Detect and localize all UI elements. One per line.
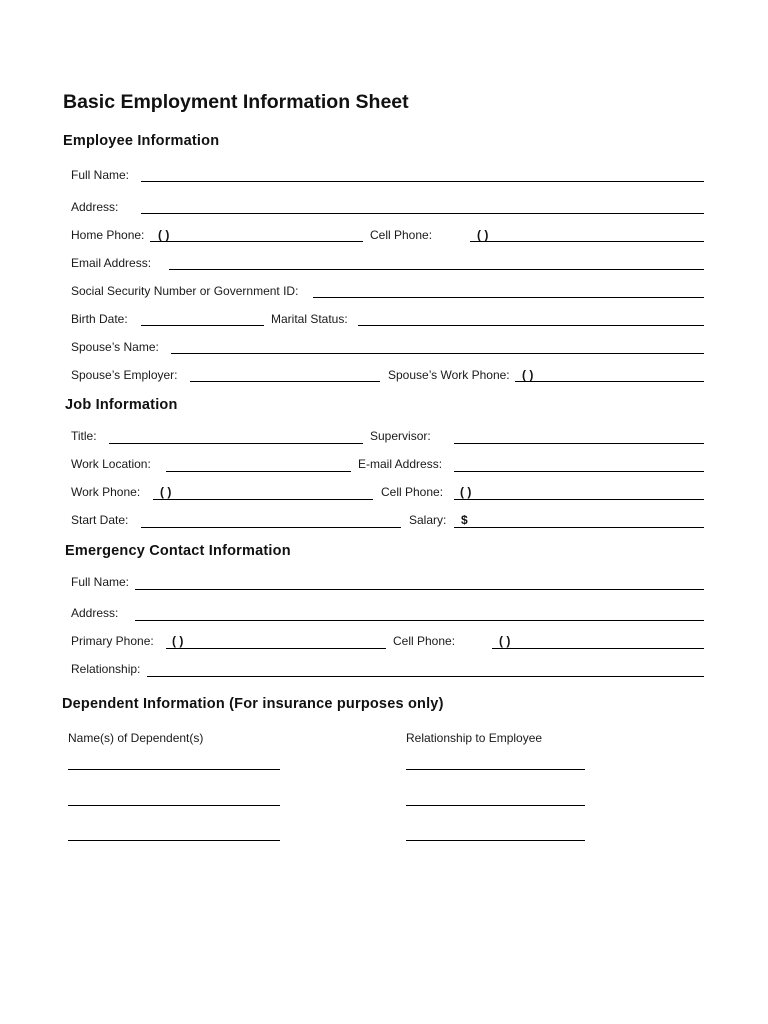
job-section-heading: Job Information [65,397,178,413]
dependent-section-heading: Dependent Information (For insurance purposes only) [62,696,444,712]
emergency-address-field[interactable] [135,620,704,621]
emergency-section-heading: Emergency Contact Information [65,543,291,559]
home-phone-label: Home Phone: [71,228,145,242]
page-title: Basic Employment Information Sheet [63,91,409,113]
dependent-names-column-label: Name(s) of Dependent(s) [68,731,204,745]
primary-phone-field[interactable] [166,648,386,649]
birth-date-label: Birth Date: [71,312,128,326]
dependent-name-field-3[interactable] [68,840,280,841]
spouse-work-phone-field[interactable] [515,381,704,382]
salary-label: Salary: [409,513,447,527]
salary-dollar-sign: $ [461,513,468,527]
employee-full-name-label: Full Name: [71,168,130,182]
job-title-label: Title: [71,429,97,443]
spouse-work-phone-area-code: ( ) [522,368,534,382]
dependent-name-field-1[interactable] [68,769,280,770]
dependent-name-field-2[interactable] [68,805,280,806]
marital-status-field[interactable] [358,325,704,326]
job-email-field[interactable] [454,471,704,472]
employee-full-name-field[interactable] [141,181,704,182]
employee-section-heading: Employee Information [63,133,220,149]
emergency-full-name-label: Full Name: [71,575,130,589]
home-phone-field[interactable] [150,241,363,242]
primary-phone-area-code: ( ) [172,634,184,648]
emergency-cell-phone-field[interactable] [492,648,704,649]
start-date-field[interactable] [141,527,401,528]
work-phone-field[interactable] [153,499,373,500]
work-phone-label: Work Phone: [71,485,141,499]
ssn-field[interactable] [313,297,704,298]
primary-phone-label: Primary Phone: [71,634,154,648]
job-cell-phone-field[interactable] [454,499,704,500]
salary-field[interactable] [454,527,704,528]
home-phone-area-code: ( ) [158,228,170,242]
employee-cell-phone-label: Cell Phone: [370,228,433,242]
emergency-address-label: Address: [71,606,119,620]
spouse-work-phone-label: Spouse’s Work Phone: [388,368,510,382]
spouse-name-field[interactable] [171,353,704,354]
work-phone-area-code: ( ) [160,485,172,499]
dependent-relationship-field-2[interactable] [406,805,585,806]
emergency-full-name-field[interactable] [135,589,704,590]
emergency-cell-phone-label: Cell Phone: [393,634,456,648]
start-date-label: Start Date: [71,513,129,527]
relationship-field[interactable] [147,676,704,677]
employee-address-label: Address: [71,200,119,214]
email-address-label: Email Address: [71,256,152,270]
job-cell-phone-area-code: ( ) [460,485,472,499]
spouse-name-label: Spouse’s Name: [71,340,159,354]
dependent-relationship-field-3[interactable] [406,840,585,841]
supervisor-field[interactable] [454,443,704,444]
email-address-field[interactable] [169,269,704,270]
job-title-field[interactable] [109,443,363,444]
work-location-label: Work Location: [71,457,151,471]
spouse-employer-label: Spouse’s Employer: [71,368,178,382]
job-cell-phone-label: Cell Phone: [381,485,444,499]
dependent-relationship-column-label: Relationship to Employee [406,731,543,745]
birth-date-field[interactable] [141,325,264,326]
work-location-field[interactable] [166,471,351,472]
relationship-label: Relationship: [71,662,141,676]
job-email-label: E-mail Address: [358,457,443,471]
supervisor-label: Supervisor: [370,429,431,443]
emergency-cell-phone-area-code: ( ) [499,634,511,648]
marital-status-label: Marital Status: [271,312,348,326]
dependent-relationship-field-1[interactable] [406,769,585,770]
employee-cell-phone-area-code: ( ) [477,228,489,242]
ssn-label: Social Security Number or Government ID: [71,284,299,298]
employee-cell-phone-field[interactable] [470,241,704,242]
employee-address-field[interactable] [141,213,704,214]
spouse-employer-field[interactable] [190,381,380,382]
